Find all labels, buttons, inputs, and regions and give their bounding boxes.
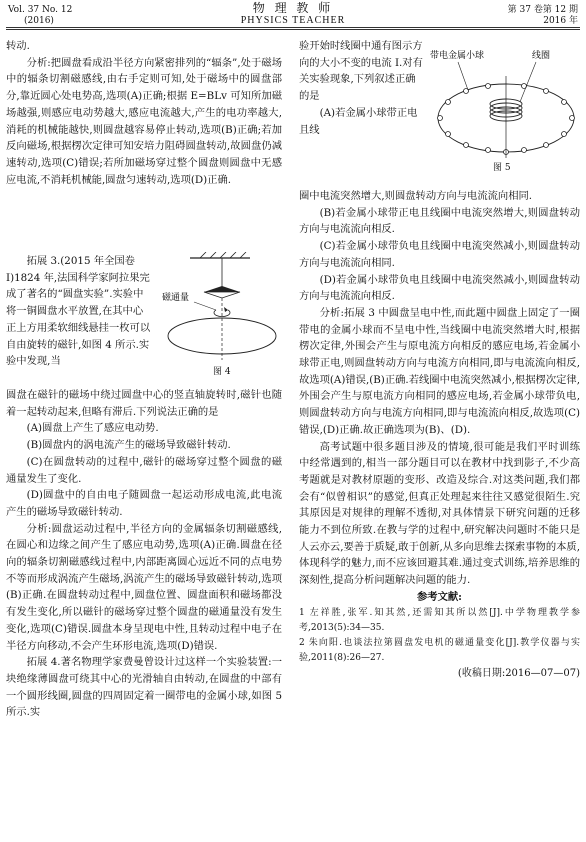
header-right: [508, 5, 578, 27]
header-rule-top: [6, 27, 580, 28]
needle-top: [204, 286, 240, 292]
year-cn: 2016 年: [543, 16, 578, 26]
year-label: (2016): [24, 16, 54, 26]
reference-item: 2 朱向阳.也谈法拉第圆盘发电机的磁通量变化[J].教学仪器与实验,2011(8):26—27.: [299, 637, 580, 663]
references-title: 参考文献:: [417, 590, 462, 603]
ceiling-hatch: [200, 252, 246, 258]
volume-label: Vol. 37 No. 12: [8, 5, 73, 15]
needle-bottom: [204, 292, 240, 298]
right-column: [299, 188, 580, 682]
left-column-top: [6, 38, 282, 188]
header-rule-bottom: [6, 29, 580, 30]
option-a: (A)圆盘上产生了感应电动势.: [26, 422, 159, 435]
option-c: (C)在圆盘转动的过程中,磁针的磁场穿过整个圆盘的磁通量发生了变化.: [6, 455, 282, 485]
received-date: (收稿日期:2016—07—07): [457, 667, 580, 679]
arrowhead-icon: [224, 307, 228, 312]
option-b: (B)若金属小球带正电且线圈中电流突然增大,则圆盘转动方向与电流流向相反.: [299, 206, 580, 236]
ball-label: 带电金属小球: [430, 51, 485, 61]
journal-title: [0, 2, 586, 26]
journal-title-cn: 物 理 教 师: [252, 1, 334, 15]
paragraph: 高考试题中很多题目涉及的情境,很可能是我们平时训练中经常遇到的,相当一部分题目可以在教材中找到影子,不少高考题就是对教材原题的变形、改造及综合.对这类问题,我们都会有“似曾相识”的感觉,但真正处理起来往往又感觉很陌生.究其原因是对规律的理解不透彻,对具体情景下研究问题的迁移能力不到位所致.在教与学的过程中,研究解决问题时不能只是人云亦云,要善于质疑,敢于创新,从多向思维去探索事物的本质,体现科学的魅力,而不应该回避其难.通过变式训练,培养思维的深刻性,提高分析问题解决问题的能力.: [299, 440, 580, 587]
label-pointer: [194, 302, 216, 310]
volume-cn: 第 37 卷第 12 期: [507, 5, 578, 15]
figure-5-caption: 图 5: [493, 163, 511, 173]
paragraph: 分析:拓展 3 中圆盘呈电中性,而此题中圆盘上固定了一圈带电的金属小球而不呈电中性,当线圈中电流突然增大时,根据楞次定律,外围会产生与原电流方向相反的感应电场,若金属小球带正电,则圆盘转动方向与电流方向相同,即与电流流向相反,故选项(A)错误,(B)正确.若线圈中电流突然减小,根据楞次定律,外围会产生与原电流方向相同的感应电场,若金属小球带负电,则圆盘转动方向与电流方向相同,即与电流流向相反,故选项(C)错误,(D)正确.故正确选项为(B)、(D).: [299, 306, 580, 436]
paragraph: 转动.: [6, 40, 30, 52]
figure-4: [160, 252, 284, 372]
figure-4-caption: 图 4: [213, 367, 231, 377]
right-wrap-text: [299, 38, 425, 138]
figure-4-label: 磁通量: [162, 293, 190, 303]
option-b: (B)圆盘内的涡电流产生的磁场导致磁针转动.: [26, 439, 231, 452]
option-d: (D)若金属小球带负电且线圈中电流突然减小,则圆盘转动方向与电流流向相反.: [299, 273, 580, 303]
option-a: (A)若金属小球带正电且线: [299, 106, 418, 136]
left-column-bottom: [6, 387, 282, 721]
paragraph: 拓展 3.(2015 年全国卷Ⅰ)1824 年,法国科学家阿拉果完成了著名的“圆盘实验”.实验中将一铜圆盘水平放置,在其中心正上方用柔软细线悬挂一枚可以自由旋转的磁针,如图 4 所示.实验中发现,当: [6, 255, 151, 368]
option-c: (C)若金属小球带负电且线圈中电流突然减小,则圆盘转动方向与电流流向相同.: [299, 240, 580, 269]
reference-item: 1 左祥胜,张军.知其然,还需知其所以然[J].中学物理教学参考,2013(5):34—35.: [299, 607, 580, 633]
paragraph: 分析:圆盘运动过程中,半径方向的金属辐条切割磁感线,在圆心和边缘之间产生了感应电动势,选项(A)正确.圆盘在径向的辐条切割磁感线过程中,内部距离圆心远近不同的点电势不等而形成涡流产生磁场,涡流产生的磁场导致磁针转动,选项(B)正确.在圆盘转动过程中,圆盘位置、圆盘面积和磁场都没有发生变化,所以磁针的磁场穿过整个圆盘的磁通量没有发生变化,选项(C)错误.圆盘本身呈现电中性,且转动过程中电子在半径方向移动,不会产生环形电流,选项(D)错误.: [6, 522, 282, 652]
journal-title-en: PHYSICS TEACHER: [240, 15, 346, 26]
figure-5: [428, 40, 580, 160]
option-d: (D)圆盘中的自由电子随圆盘一起运动形成电流,此电流产生的磁场导致磁针转动.: [6, 489, 282, 518]
coil-label-pointer: [520, 62, 536, 102]
ball-label-pointer: [458, 62, 468, 90]
paragraph: 圈中电流突然增大,则圆盘转动方向与电流流向相同.: [299, 190, 533, 202]
left-wrap-text: [6, 253, 152, 370]
coil-label: 线圈: [532, 51, 551, 61]
paragraph: 拓展 4.著名物理学家费曼曾设计过这样一个实验装置:一块绝缘薄圆盘可绕其中心的光滑轴自由转动,在圆盘的中部有一个圆形线圈,圆盘的四周固定着一圈带电的金属小球,如图 5 所示.实: [6, 656, 282, 719]
paragraph: 圆盘在磁针的磁场中绕过圆盘中心的竖直轴旋转时,磁针也随着一起转动起来,但略有滞后.下列说法正确的是: [6, 389, 282, 418]
paragraph: 分析:把圆盘看成沿半径方向紧密排列的“辐条”,处于磁场中的辐条切割磁感线,由右手定则可知,处于磁场中的圆盘部分,靠近圆心处电势高,选项(A)正确;根据 E=BLv 可知所加磁场越强,则感应电动势越大,感应电流越大,产生的电功率越大,消耗的机械能越快,则圆盘越容易停止转动,选项(B)正确;若加反向磁场,根据楞次定律可知安培力阻碍圆盘转动,故圆盘仍减速转动,选项(C)错误;若所加磁场穿过整个圆盘则圆盘中无感应电流,不消耗机械能,圆盘匀速转动,选项(D)正确.: [6, 56, 282, 186]
paragraph: 验开始时线圈中通有图示方向的大小不变的电流 I.对有关实验现象,下列叙述正确的是: [299, 40, 423, 103]
